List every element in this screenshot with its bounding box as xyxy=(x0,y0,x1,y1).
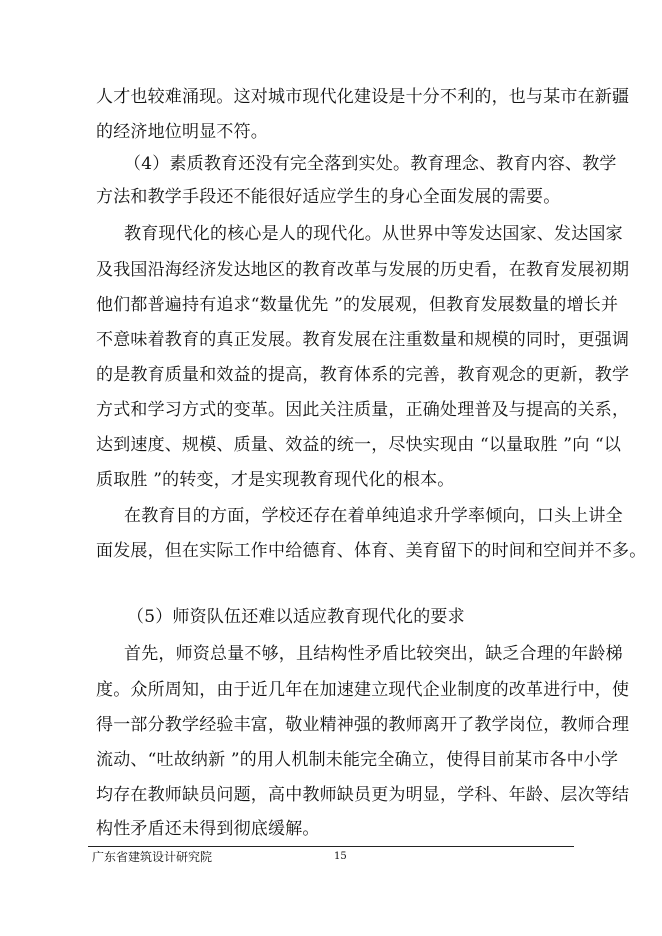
footer-divider xyxy=(88,846,574,847)
section-heading: （5）师资队伍还难以适应教育现代化的要求 xyxy=(127,607,465,627)
text-line: 度。众所周知，由于近几年在加速建立现代企业制度的改革进行中，使 xyxy=(96,680,630,700)
text-line: 均存在教师缺员问题，高中教师缺员更为明显，学科、年龄、层次等结 xyxy=(96,785,630,805)
text-line: 流动、“吐故纳新 ”的用人机制未能完全确立，使得目前某市各中小学 xyxy=(96,750,619,770)
text-line: （4）素质教育还没有完全落到实处。教育理念、教育内容、教学 xyxy=(124,154,617,174)
text-line: 面发展，但在实际工作中给德育、体育、美育留下的时间和空间并不多。 xyxy=(96,541,647,561)
text-line: 方法和教学手段还不能很好适应学生的身心全面发展的需要。 xyxy=(96,187,561,207)
page-number: 15 xyxy=(334,851,347,862)
text-line: 在教育目的方面，学校还存在着单纯追求升学率倾向，口头上讲全 xyxy=(124,506,623,526)
text-line: 人才也较难涌现。这对城市现代化建设是十分不利的，也与某市在新疆 xyxy=(96,87,630,107)
footer-organization: 广东省建筑设计研究院 xyxy=(92,850,213,864)
text-line: 达到速度、规模、质量、效益的统一，尽快实现由 “以量取胜 ”向 “以 xyxy=(96,435,622,455)
text-line: 的是教育质量和效益的提高，教育体系的完善，教育观念的更新，教学 xyxy=(96,365,630,385)
text-line: 及我国沿海经济发达地区的教育改革与发展的历史看，在教育发展初期 xyxy=(96,260,630,280)
text-line: 首先，师资总量不够，且结构性矛盾比较突出，缺乏合理的年龄梯 xyxy=(124,644,623,664)
text-line: 的经济地位明显不符。 xyxy=(96,122,268,142)
text-line: 不意味着教育的真正发展。教育发展在注重数量和规模的同时，更强调 xyxy=(96,330,630,350)
text-line: 教育现代化的核心是人的现代化。从世界中等发达国家、发达国家 xyxy=(124,224,623,244)
text-line: 构性矛盾还未得到彻底缓解。 xyxy=(96,819,320,839)
text-line: 方式和学习方式的变革。因此关注质量，正确处理普及与提高的关系， xyxy=(96,400,630,420)
text-line: 他们都普遍持有追求“数量优先 ”的发展观，但教育发展数量的增长并 xyxy=(96,295,619,315)
text-line: 得一部分教学经验丰富，敬业精神强的教师离开了教学岗位，教师合理 xyxy=(96,715,630,735)
text-line: 质取胜 ”的转变，才是实现教育现代化的根本。 xyxy=(96,470,455,490)
